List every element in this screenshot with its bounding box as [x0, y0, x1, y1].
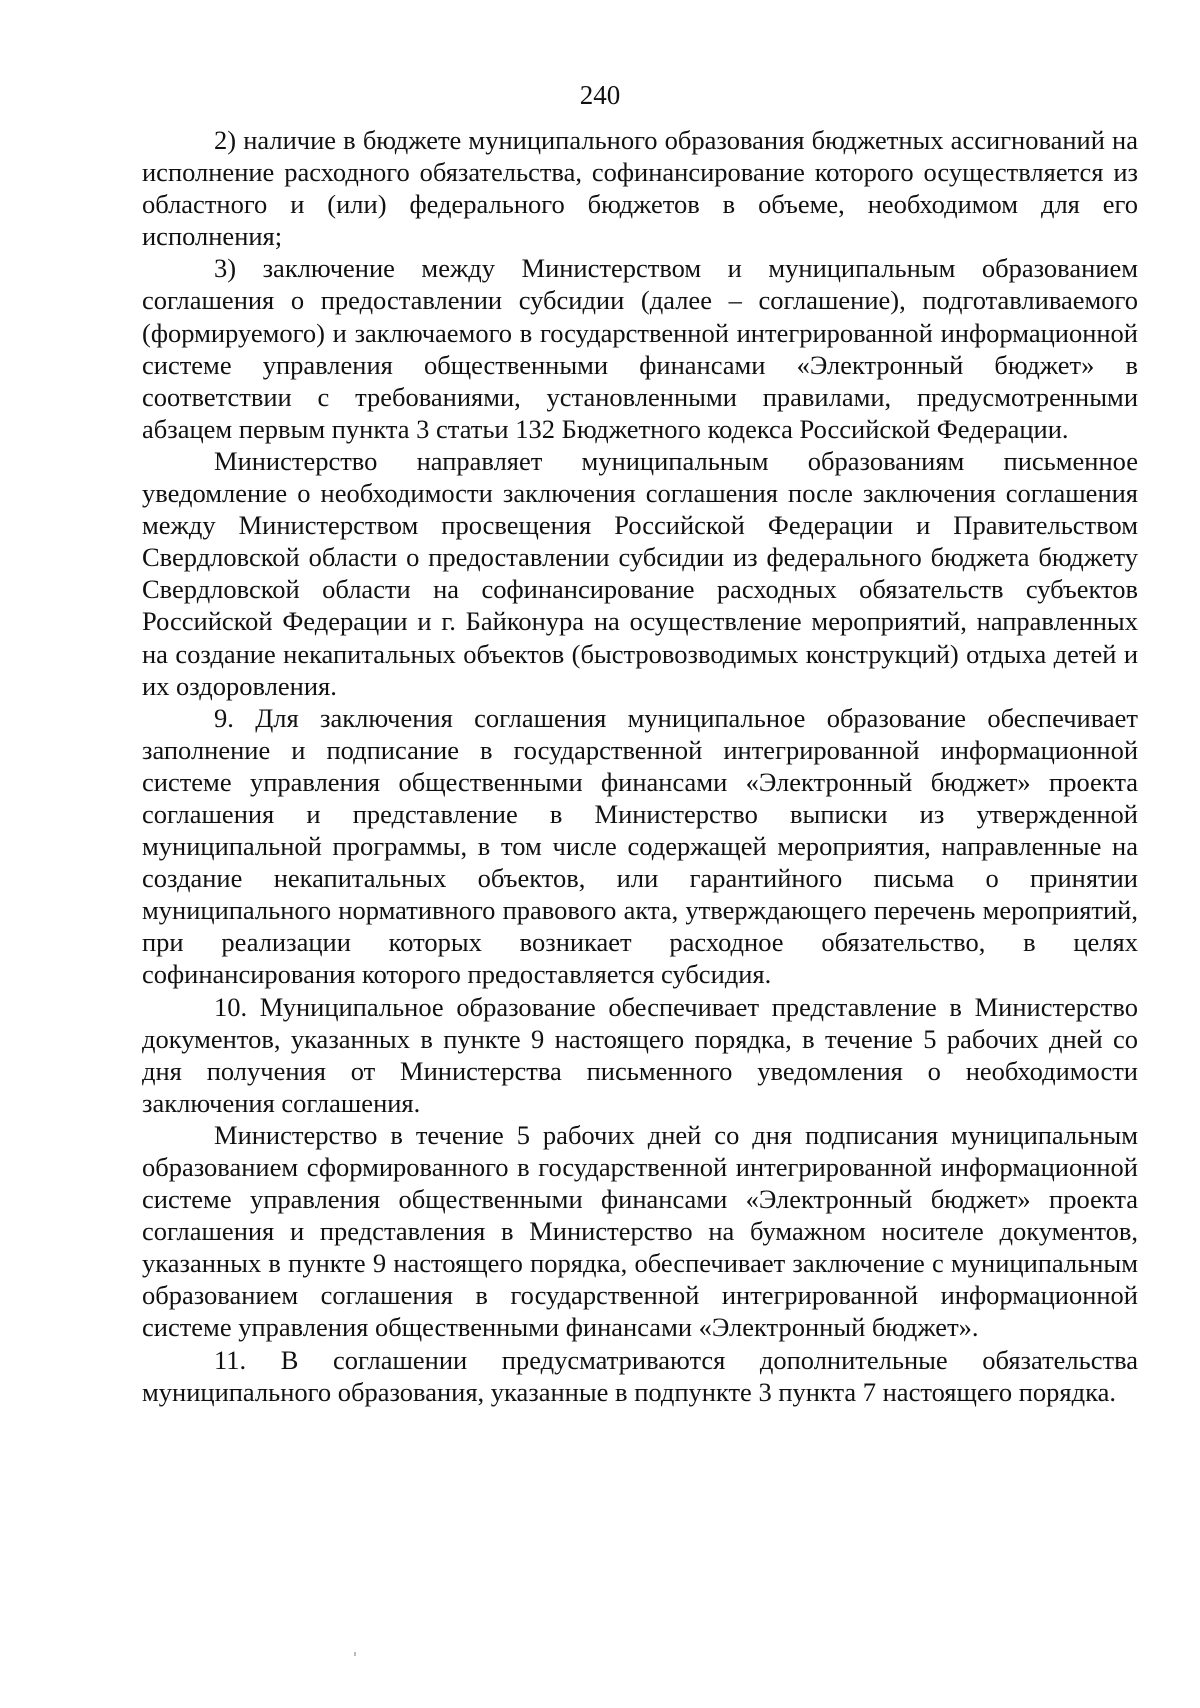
paragraph-item-11: 11. В соглашении предусматриваются дополнительные обязательства муниципального образования, указанные в подпункте 3 пункта 7 настоящего порядка.: [142, 1344, 1138, 1407]
paragraph-agreement-conclusion: 3) заключение между Министерством и муниципальным образованием соглашения о предоставлении субсидии (далее – соглашение), подготавливаемого (формируемого) и заключаемого в государственной интегрированной информационной системе управления общественными финансами «Электронный бюджет» в соответствии с требованиями, установленными правилами, предусмотренными абзацем первым пункта 3 статьи 132 Бюджетного кодекса Российской Федерации.: [142, 253, 1138, 444]
paragraph-ministry-notification: Министерство направляет муниципальным образованиям письменное уведомление о необходимости заключения соглашения после заключения соглашения между Министерством просвещения Российской Федерации и Правительством Свердловской области о предоставлении субсидии из федерального бюджета бюджету Свердловской области на софинансирование расходных обязательств субъектов Российской Федерации и г. Байконура на осуществление мероприятий, направленных на создание некапитальных объектов (быстровозводимых конструкций) отдыха детей и их оздоровления.: [142, 445, 1138, 701]
paragraph-budget-allocations: 2) наличие в бюджете муниципального образования бюджетных ассигнований на исполнение расходного обязательства, софинансирование которого осуществляется из областного и (или) федерального бюджетов в объеме, необходимом для его исполнения;: [142, 125, 1138, 252]
paragraph-ministry-signing: Министерство в течение 5 рабочих дней со дня подписания муниципальным образованием сформированного в государственной интегрированной информационной системе управления общественными финансами «Электронный бюджет» проекта соглашения и представления в Министерство на бумажном носителе документов, указанных в пункте 9 настоящего порядка, обеспечивает заключение с муниципальным образованием соглашения в государственной интегрированной информационной системе управления общественными финансами «Электронный бюджет».: [142, 1119, 1138, 1343]
paragraph-item-10: 10. Муниципальное образование обеспечивает представление в Министерство документов, указанных в пункте 9 настоящего порядка, в течение 5 рабочих дней со дня получения от Министерства письменного уведомления о необходимости заключения соглашения.: [142, 991, 1138, 1118]
page-number: 240: [579, 80, 621, 110]
scan-speck: [354, 1652, 356, 1656]
document-body: [142, 124, 1138, 1408]
paragraph-item-9: 9. Для заключения соглашения муниципальное образование обеспечивает заполнение и подписание в государственной интегрированной информационной системе управления общественными финансами «Электронный бюджет» проекта соглашения и представление в Министерство выписки из утвержденной муниципальной программы, в том числе содержащей мероприятия, направленные на создание некапитальных объектов, или гарантийного письма о принятии муниципального нормативного правового акта, утверждающего перечень мероприятий, при реализации которых возникает расходное обязательство, в целях софинансирования которого предоставляется субсидия.: [142, 702, 1138, 990]
